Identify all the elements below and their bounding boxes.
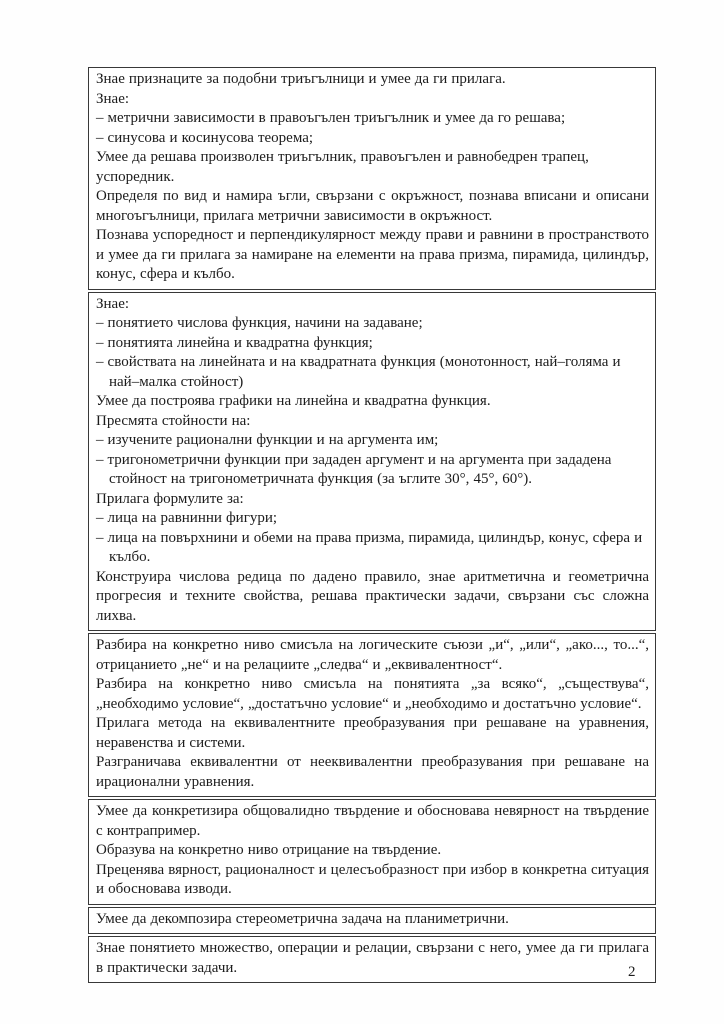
page-number: 2: [628, 964, 636, 980]
paragraph: Умее да конкретизира общовалидно твърдение и обосновава невярност на твърдение с контрапример.: [96, 803, 649, 839]
paragraph: Умее да построява графики на линейна и квадратна функция.: [96, 393, 491, 409]
paragraph: Образува на конкретно ниво отрицание на твърдение.: [96, 842, 442, 858]
paragraph: – лица на равнинни фигури;: [96, 510, 278, 526]
content-box: [88, 936, 656, 983]
paragraph: Разбира на конкретно ниво смисъла на логическите съюзи „и“, „или“, „ако..., то...“, отрицанието „не“ и на релациите „следва“ и „еквивалентност“.: [96, 637, 649, 673]
paragraph: Знае:: [96, 295, 130, 312]
content-box: [88, 907, 656, 935]
content-box: [88, 292, 656, 632]
paragraph: Умее да декомпозира стереометрична задача на планиметрични.: [96, 910, 509, 927]
paragraph: – понятията линейна и квадратна функция;: [96, 334, 373, 351]
paragraph: Прилага метода на еквивалентните преобразувания при решаване на уравнения, неравенства и системи.: [96, 715, 649, 751]
paragraph: Знае:: [96, 90, 130, 107]
paragraph: – изучените рационални функции и на аргумента им;: [96, 432, 439, 448]
paragraph: Познава успоредност и перпендикулярност между прави и равнини в пространството и умее да ги прилага за намиране на елементи на права призма, пирамида, цилиндър, конус, сфера и кълбо.: [96, 227, 649, 282]
paragraph: Знае признаците за подобни триъгълници и умее да ги прилага.: [96, 71, 506, 87]
paragraph: Преценява вярност, рационалност и целесъобразност при избор в конкретна ситуация и обосновава изводи.: [96, 861, 649, 897]
paragraph: Определя по вид и намира ъгли, свързани с окръжност, познава вписани и описани многоъгълници, прилага метрични зависимости в окръжност.: [96, 188, 649, 224]
boxes-container: [88, 67, 656, 985]
paragraph: Умее да решава произволен триъгълник, правоъгълен и равнобедрен трапец, успоредник.: [96, 149, 589, 185]
paragraph: Конструира числова редица по дадено правило, знае аритметична и геометрична прогресия и техните свойства, решава практически задачи, свързани със сложна лихва.: [96, 568, 649, 624]
paragraph: – понятието числова функция, начини на задаване;: [96, 315, 423, 331]
content-box: [88, 799, 656, 905]
paragraph: Пресмята стойности на:: [96, 412, 251, 429]
paragraph: – метрични зависимости в правоъгълен триъгълник и умее да го решава;: [96, 110, 566, 126]
paragraph: Прилага формулите за:: [96, 490, 244, 507]
paragraph: – тригонометрични функции при зададен аргумент и на аргумента при зададена стойност на тригонометричната функция (за ъглите 30°, 45°, 60°).: [96, 451, 612, 487]
paragraph: Разбира на конкретно ниво смисъла на понятията „за всяко“, „съществува“, „необходимо условие“, „достатъчно условие“ и „необходимо и достатъчно условие“.: [96, 676, 649, 712]
paragraph: – свойствата на линейната и на квадратната функция (монотонност, най–голяма и най–малка стойност): [96, 354, 621, 390]
content-box: [88, 633, 656, 797]
content-box: [88, 67, 656, 290]
paragraph: – лица на повърхнини и обеми на права призма, пирамида, цилиндър, конус, сфера и кълбо.: [96, 529, 643, 565]
paragraph: Разграничава еквивалентни от нееквивалентни преобразувания при решаване на ирационални уравнения.: [96, 754, 649, 790]
paragraph: Знае понятието множество, операции и релации, свързани с него, умее да ги прилага в практически задачи.: [96, 940, 649, 976]
paragraph: – синусова и косинусова теорема;: [96, 129, 314, 146]
